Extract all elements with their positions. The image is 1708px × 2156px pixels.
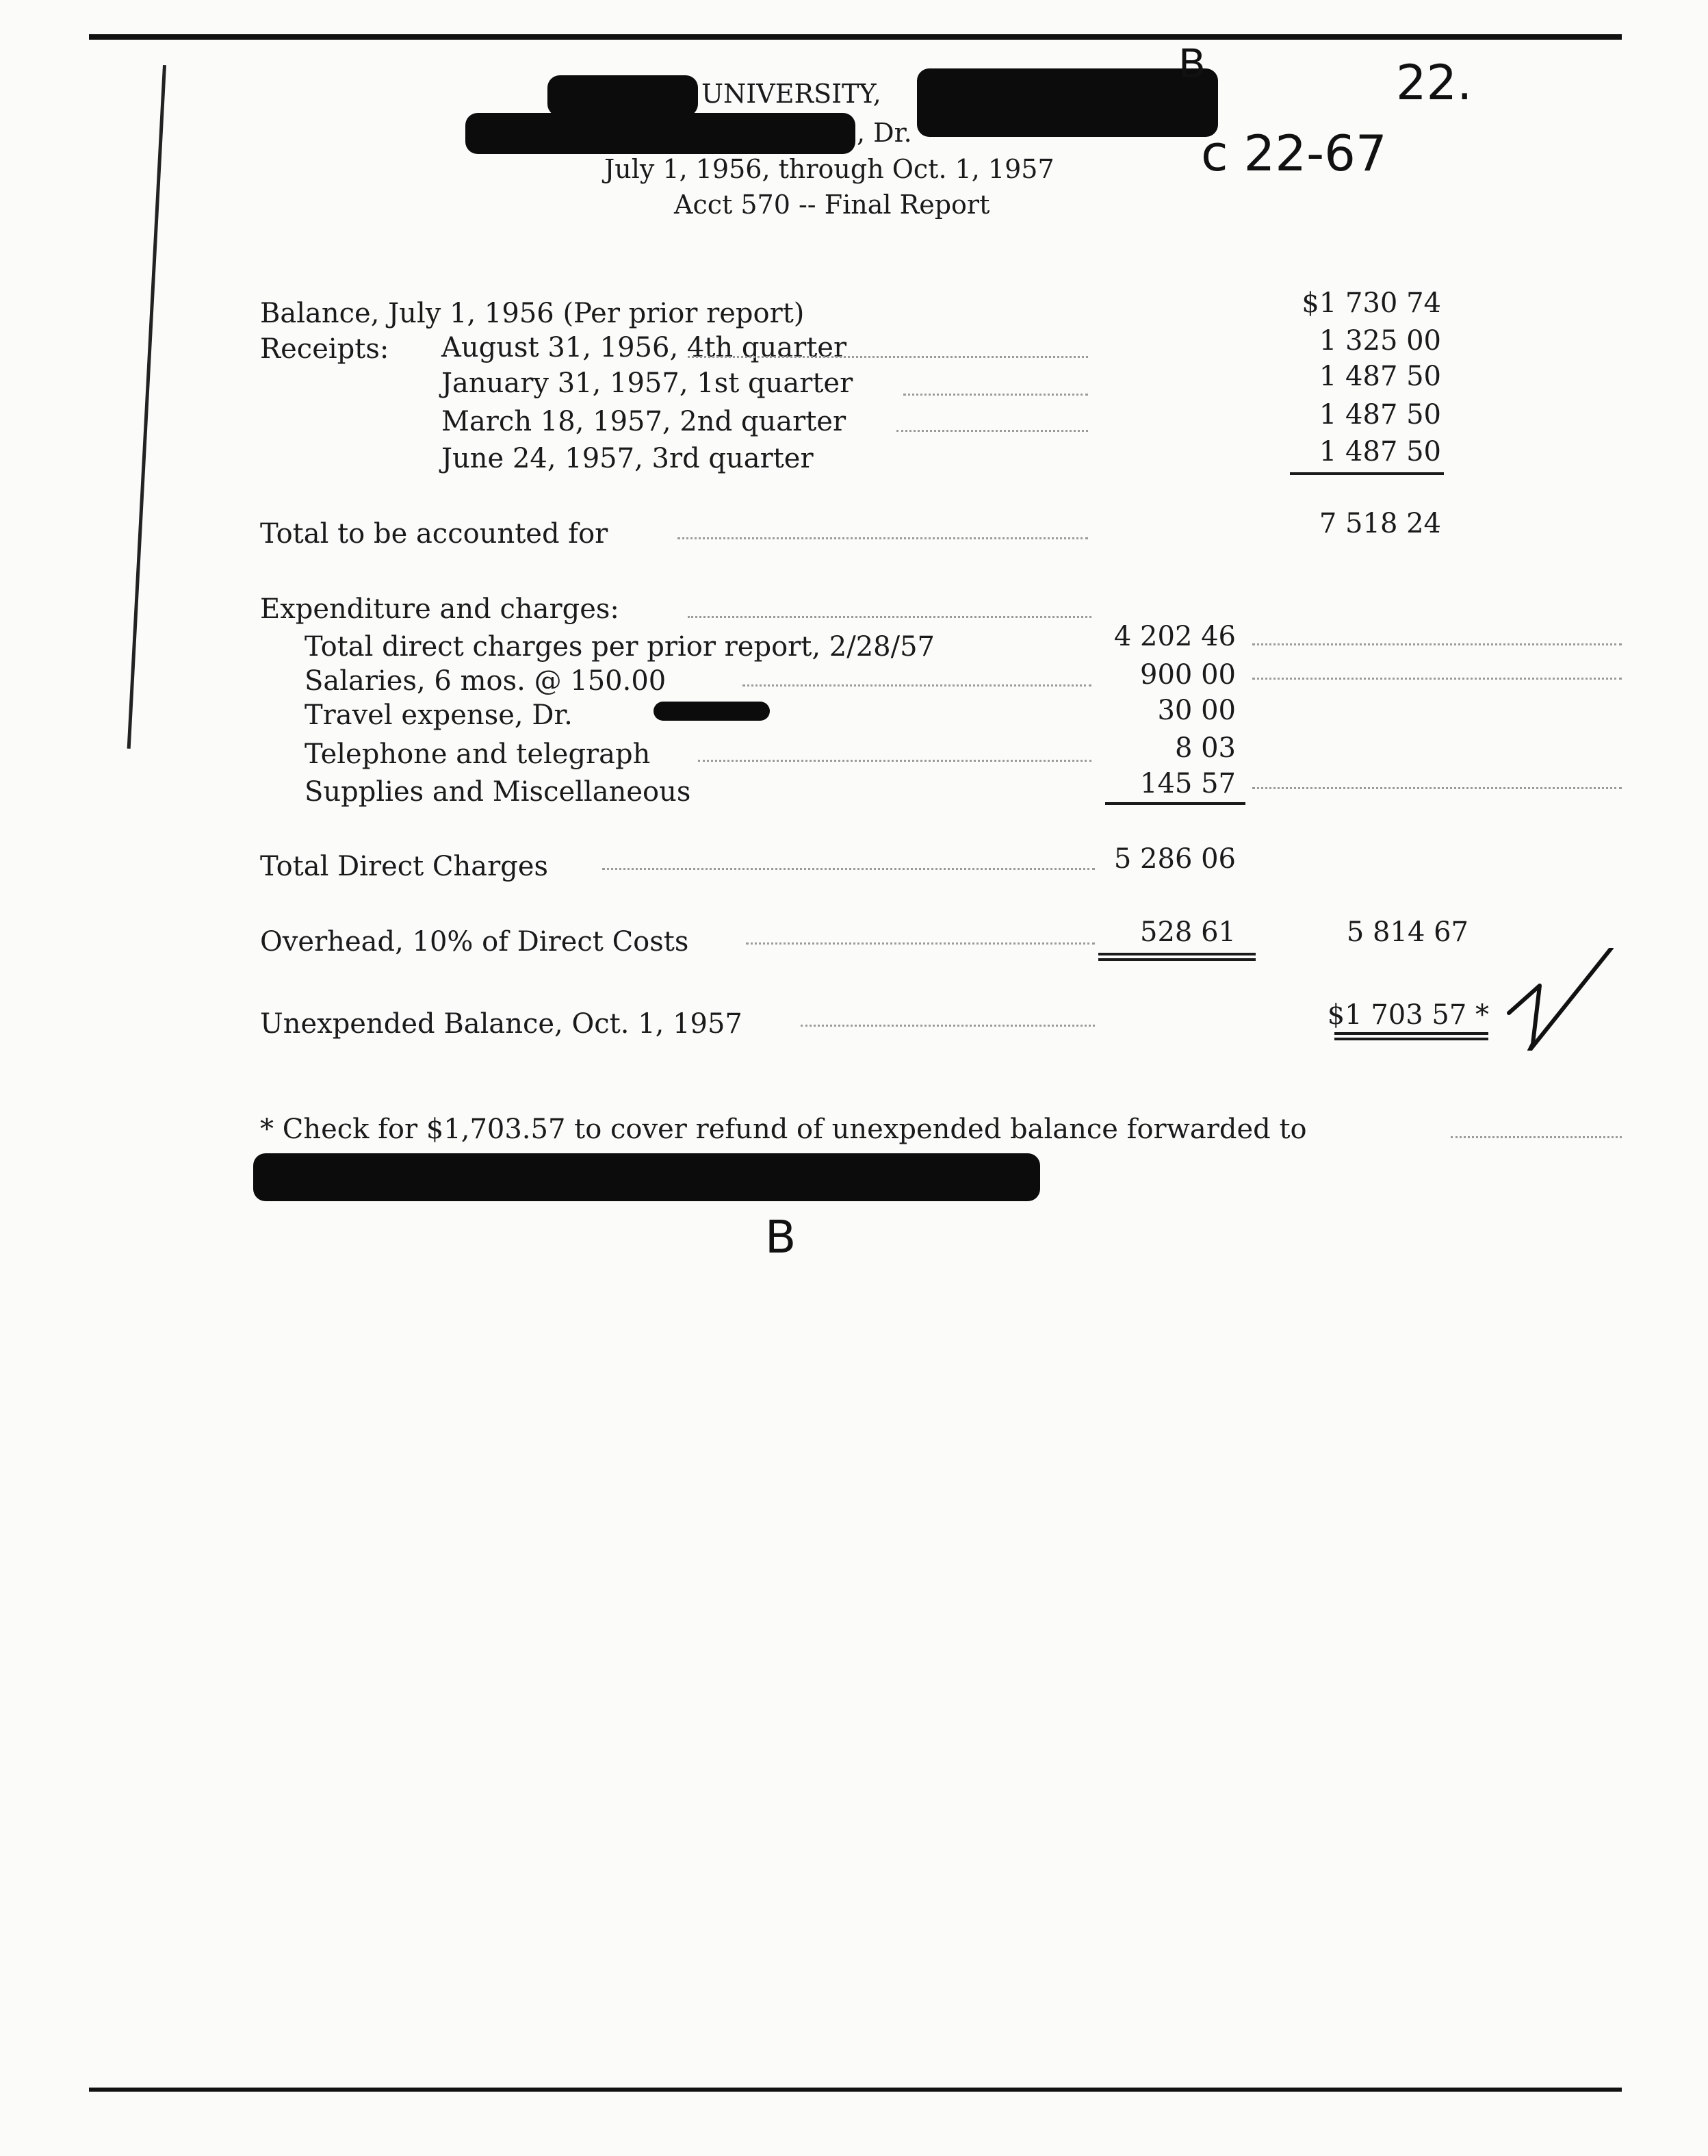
unexpended-amount: $1 703 57 *: [1327, 999, 1489, 1031]
handwritten-b-bottom: B: [765, 1211, 797, 1263]
overhead-amount: 528 61: [1140, 916, 1236, 948]
expense-3-label: Travel expense, Dr.: [305, 700, 573, 731]
leader-line-14: [1451, 1136, 1622, 1138]
left-margin-line: [127, 65, 166, 749]
redaction-header-1: [547, 75, 698, 116]
unexpended-label: Unexpended Balance, Oct. 1, 1957: [260, 1008, 742, 1040]
expense-3-amount: 30 00: [1157, 695, 1236, 726]
leader-line-2: [903, 394, 1088, 396]
balance-label: Balance, July 1, 1956 (Per prior report): [260, 298, 805, 329]
total-accounted-amount: 7 518 24: [1319, 508, 1441, 539]
expenses-underline: [1105, 802, 1245, 805]
handwritten-page-number: 22.: [1396, 55, 1473, 111]
receipt-2-label: January 31, 1957, 1st quarter: [441, 368, 853, 399]
leader-line-13: [1252, 787, 1622, 789]
expense-1-amount: 4 202 46: [1113, 621, 1236, 652]
header-account: Acct 570 -- Final Report: [674, 190, 990, 220]
redaction-footnote-recipient: [253, 1153, 1040, 1201]
overhead-underline-2: [1098, 958, 1256, 961]
redaction-travel-name: [654, 702, 770, 721]
overhead-underline-1: [1098, 953, 1256, 955]
expense-5-amount: 145 57: [1140, 768, 1236, 799]
unexpended-underline-1: [1334, 1032, 1488, 1035]
overhead-total-amount: 5 814 67: [1346, 916, 1468, 948]
redaction-header-2: [917, 68, 1218, 137]
handwritten-reference: c 22-67: [1201, 125, 1387, 182]
receipt-3-label: March 18, 1957, 2nd quarter: [441, 406, 846, 437]
leader-line-12: [1252, 678, 1622, 680]
expense-2-label: Salaries, 6 mos. @ 150.00: [305, 665, 667, 697]
leader-line-10: [801, 1025, 1095, 1027]
total-accounted-label: Total to be accounted for: [260, 518, 608, 550]
check-mark-icon: [1502, 948, 1618, 1051]
redaction-header-3: [465, 113, 855, 154]
leader-line-3: [896, 430, 1088, 432]
header-dr: , Dr.: [857, 118, 912, 148]
handwritten-b-top: B: [1178, 40, 1206, 87]
leader-line-5: [688, 616, 1091, 618]
receipts-label: Receipts:: [260, 333, 389, 365]
expense-2-amount: 900 00: [1140, 659, 1236, 691]
bottom-border-rule: [89, 2088, 1622, 2092]
footnote: * Check for $1,703.57 to cover refund of unexpended balance forwarded to: [260, 1114, 1307, 1145]
unexpended-underline-2: [1334, 1038, 1488, 1040]
expense-5-label: Supplies and Miscellaneous: [305, 776, 691, 808]
receipt-4-amount: 1 487 50: [1319, 436, 1441, 467]
leader-line-1: [688, 356, 1088, 358]
balance-amount: $1 730 74: [1302, 287, 1441, 319]
leader-line-8: [602, 868, 1095, 870]
receipt-2-amount: 1 487 50: [1319, 361, 1441, 392]
expense-4-amount: 8 03: [1174, 732, 1236, 764]
expense-1-label: Total direct charges per prior report, 2/28/57: [305, 631, 935, 663]
receipts-underline: [1290, 472, 1444, 475]
header-period: July 1, 1956, through Oct. 1, 1957: [604, 154, 1054, 184]
receipt-1-label: August 31, 1956, 4th quarter: [441, 332, 847, 363]
overhead-label: Overhead, 10% of Direct Costs: [260, 926, 689, 958]
leader-line-7: [698, 760, 1091, 762]
expenditure-heading: Expenditure and charges:: [260, 593, 619, 625]
total-direct-label: Total Direct Charges: [260, 851, 549, 882]
top-border-rule: [89, 34, 1622, 40]
receipt-1-amount: 1 325 00: [1319, 325, 1441, 357]
leader-line-6: [742, 684, 1091, 686]
leader-line-11: [1252, 643, 1622, 645]
total-direct-amount: 5 286 06: [1113, 843, 1236, 875]
receipt-4-label: June 24, 1957, 3rd quarter: [441, 443, 814, 474]
receipt-3-amount: 1 487 50: [1319, 399, 1441, 431]
leader-line-4: [677, 537, 1088, 539]
leader-line-9: [746, 942, 1095, 945]
header-university: UNIVERSITY,: [701, 79, 881, 109]
expense-4-label: Telephone and telegraph: [305, 739, 651, 770]
